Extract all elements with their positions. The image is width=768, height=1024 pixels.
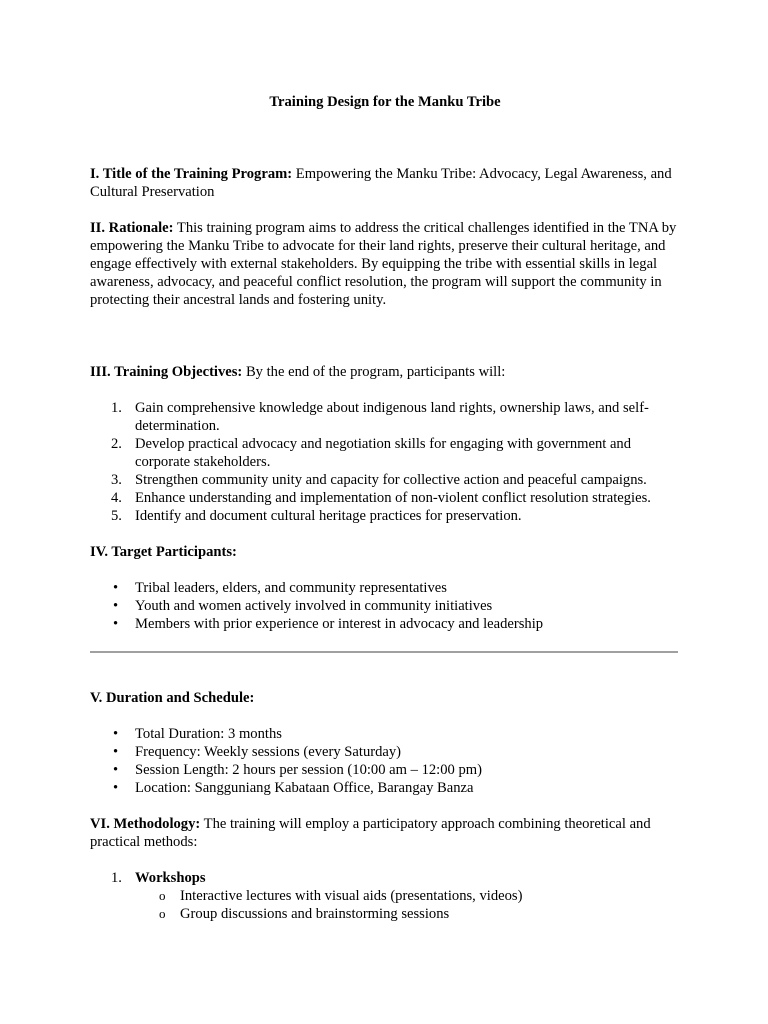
list-item bbox=[90, 399, 680, 435]
list-item bbox=[90, 597, 680, 615]
section-target-participants bbox=[90, 543, 680, 561]
list-item bbox=[90, 887, 680, 905]
list-item bbox=[90, 743, 680, 761]
list-item bbox=[90, 761, 680, 779]
section-label: III. Training Objectives: bbox=[90, 364, 243, 380]
document-page bbox=[90, 93, 680, 923]
section-label: VI. Methodology: bbox=[90, 816, 201, 832]
list-number: 2. bbox=[111, 436, 122, 452]
list-item-text: Tribal leaders, elders, and community representatives bbox=[135, 580, 447, 596]
section-duration-schedule bbox=[90, 689, 680, 707]
list-item bbox=[90, 869, 680, 887]
section-text: This training program aims to address the critical challenges identified in the TNA by empowering the Manku Tribe to advocate for their land rights, preserve their cultural heritage, and engage effectively with external stakeholders. By equipping the tribe with essential skills in legal awareness, advocacy, and peaceful conflict resolution, the program will support the community in protecting their ancestral lands and fostering unity. bbox=[90, 220, 677, 308]
list-number: 4. bbox=[111, 490, 122, 506]
list-item bbox=[90, 435, 680, 471]
section-text: The training will employ a participatory approach combining theoretical and practical methods: bbox=[90, 816, 651, 850]
list-item-text: Interactive lectures with visual aids (presentations, videos) bbox=[180, 888, 523, 904]
section-rationale bbox=[90, 219, 680, 309]
list-item bbox=[90, 725, 680, 743]
bullet-icon: • bbox=[113, 762, 119, 778]
schedule-list bbox=[90, 725, 680, 797]
section-text: By the end of the program, participants will: bbox=[242, 364, 506, 380]
list-number: 3. bbox=[111, 472, 122, 488]
bullet-icon: • bbox=[113, 580, 119, 596]
section-label: II. Rationale: bbox=[90, 220, 174, 236]
bullet-icon: • bbox=[113, 744, 119, 760]
section-label: I. Title of the Training Program: bbox=[90, 166, 293, 182]
list-item bbox=[90, 579, 680, 597]
list-item-text: Enhance understanding and implementation of non-violent conflict resolution strategies. bbox=[135, 490, 651, 506]
participants-list bbox=[90, 579, 680, 633]
list-item bbox=[90, 779, 680, 797]
list-number: 1. bbox=[111, 400, 122, 416]
list-item-text: Gain comprehensive knowledge about indigenous land rights, ownership laws, and self-determination. bbox=[135, 400, 649, 434]
bullet-icon: • bbox=[113, 616, 119, 632]
list-item-text: Total Duration: 3 months bbox=[135, 726, 282, 742]
bullet-icon: • bbox=[113, 780, 119, 796]
circle-bullet-icon: o bbox=[159, 888, 166, 903]
bullet-icon: • bbox=[113, 598, 119, 614]
methods-list bbox=[90, 869, 680, 887]
list-item bbox=[90, 507, 680, 525]
list-number: 1. bbox=[111, 870, 122, 886]
section-objectives bbox=[90, 363, 680, 381]
method-title: Workshops bbox=[135, 870, 206, 886]
objectives-list bbox=[90, 399, 680, 525]
section-label: IV. Target Participants: bbox=[90, 544, 237, 560]
list-item bbox=[90, 471, 680, 489]
list-item-text: Identify and document cultural heritage practices for preservation. bbox=[135, 508, 522, 524]
list-number: 5. bbox=[111, 508, 122, 524]
list-item bbox=[90, 905, 680, 923]
section-methodology bbox=[90, 815, 680, 851]
list-item-text: Session Length: 2 hours per session (10:00 am – 12:00 pm) bbox=[135, 762, 482, 778]
list-item bbox=[90, 615, 680, 633]
section-label: V. Duration and Schedule: bbox=[90, 690, 255, 706]
list-item-text: Youth and women actively involved in community initiatives bbox=[135, 598, 493, 614]
list-item-text: Group discussions and brainstorming sessions bbox=[180, 906, 450, 922]
section-text: Empowering the Manku Tribe: Advocacy, Legal Awareness, and Cultural Preservation bbox=[90, 166, 672, 200]
list-item-text: Frequency: Weekly sessions (every Saturday) bbox=[135, 744, 402, 760]
document-title: Training Design for the Manku Tribe bbox=[269, 94, 501, 110]
list-item-text: Strengthen community unity and capacity for collective action and peaceful campaigns. bbox=[135, 472, 647, 488]
circle-bullet-icon: o bbox=[159, 906, 166, 921]
section-title-program bbox=[90, 165, 680, 201]
horizontal-divider bbox=[90, 651, 678, 653]
list-item-text: Location: Sangguniang Kabataan Office, Barangay Banza bbox=[135, 780, 474, 796]
bullet-icon: • bbox=[113, 726, 119, 742]
workshops-sublist bbox=[90, 887, 680, 923]
list-item-text: Members with prior experience or interest in advocacy and leadership bbox=[135, 616, 544, 632]
list-item-text: Develop practical advocacy and negotiation skills for engaging with government and corporate stakeholders. bbox=[135, 436, 632, 470]
list-item bbox=[90, 489, 680, 507]
